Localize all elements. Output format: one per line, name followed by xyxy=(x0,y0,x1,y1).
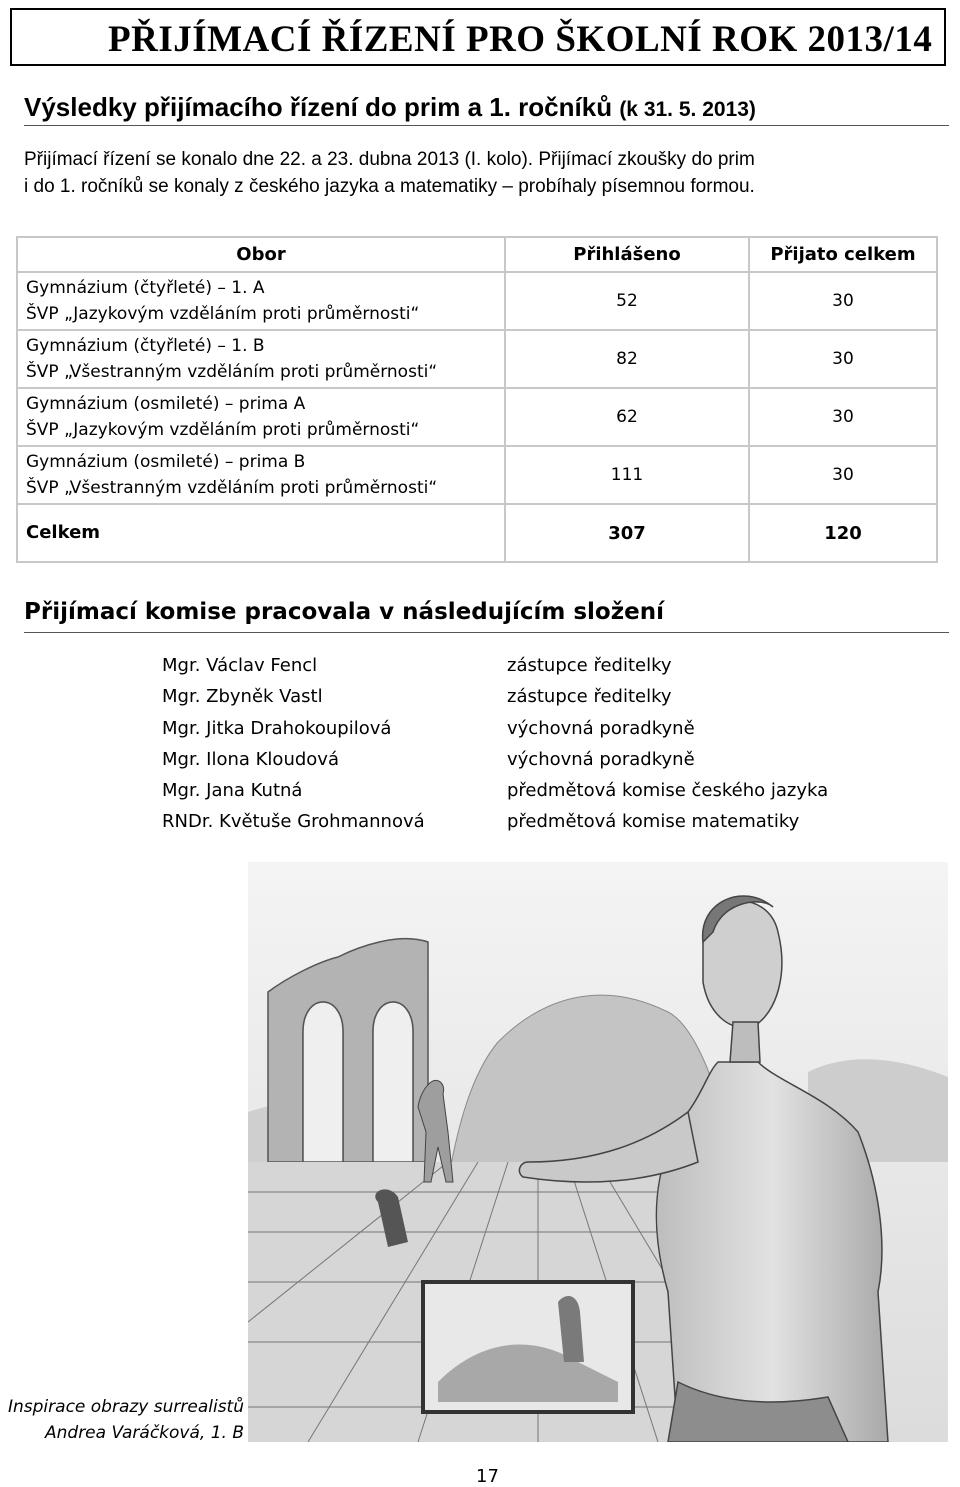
member-name: Mgr. Jitka Drahokoupilová xyxy=(162,717,392,739)
member-name: Mgr. Jana Kutná xyxy=(162,780,303,802)
member-role: výchovná poradkyně xyxy=(507,748,695,770)
row-program xyxy=(17,388,505,446)
intro-paragraph xyxy=(24,146,924,200)
member-role: zástupce ředitelky xyxy=(507,655,672,676)
page-number: 17 xyxy=(476,1466,499,1487)
framed-picture xyxy=(423,1282,633,1412)
results-heading-date: (k 31. 5. 2013) xyxy=(619,98,756,121)
page-title: PŘIJÍMACÍ ŘÍZENÍ PRO ŠKOLNÍ ROK 2013/14 xyxy=(108,19,933,60)
intro-line-2: i do 1. ročníků se konaly z českého jazyka a matematiky – probíhaly písemnou formou. xyxy=(24,176,755,197)
member-name: RNDr. Květuše Grohmannová xyxy=(162,811,425,833)
committee-member xyxy=(162,718,882,749)
committee-heading: Přijímací komise pracovala v následujícím složení xyxy=(24,599,664,625)
artwork-caption xyxy=(0,1394,244,1446)
member-name: Mgr. Václav Fencl xyxy=(162,655,318,676)
row-accepted: 30 xyxy=(749,446,937,504)
header-prijato: Přijato celkem xyxy=(749,237,937,272)
caption-line-1: Inspirace obrazy surrealistů xyxy=(8,1397,244,1417)
row-program-line1: Gymnázium (čtyřleté) – 1. B xyxy=(26,336,265,356)
table-total-row xyxy=(17,504,937,562)
row-applied: 111 xyxy=(505,446,749,504)
row-applied: 52 xyxy=(505,272,749,330)
table-row xyxy=(17,446,937,504)
member-role: předmětová komise matematiky xyxy=(507,811,800,833)
caption-line-2: Andrea Varáčková, 1. B xyxy=(45,1423,244,1443)
member-name: Mgr. Zbyněk Vastl xyxy=(162,686,323,708)
committee-member xyxy=(162,749,882,780)
row-program xyxy=(17,330,505,388)
intro-line-1: Přijímací řízení se konalo dne 22. a 23. dubna 2013 (I. kolo). Přijímací zkoušky do prim xyxy=(24,149,755,170)
results-table xyxy=(16,236,938,563)
title-box xyxy=(10,8,946,66)
committee-member xyxy=(162,655,882,686)
table-row xyxy=(17,388,937,446)
row-program-line1: Gymnázium (osmileté) – prima B xyxy=(26,452,306,472)
row-accepted: 30 xyxy=(749,272,937,330)
row-program-line2: ŠVP „Všestranným vzděláním proti průměrnosti“ xyxy=(26,478,438,498)
committee-list xyxy=(162,655,882,843)
total-label: Celkem xyxy=(17,504,505,562)
row-program-line2: ŠVP „Jazykovým vzděláním proti průměrnosti“ xyxy=(26,304,420,324)
row-program-line1: Gymnázium (osmileté) – prima A xyxy=(26,394,306,414)
committee-rule xyxy=(24,632,949,633)
table-row xyxy=(17,330,937,388)
table-header-row xyxy=(17,237,937,272)
results-heading xyxy=(24,92,756,123)
row-program-line2: ŠVP „Všestranným vzděláním proti průměrnosti“ xyxy=(26,362,438,382)
row-program-line2: ŠVP „Jazykovým vzděláním proti průměrnosti“ xyxy=(26,420,420,440)
row-program xyxy=(17,272,505,330)
header-obor: Obor xyxy=(17,237,505,272)
row-accepted: 30 xyxy=(749,388,937,446)
row-applied: 82 xyxy=(505,330,749,388)
heading-rule xyxy=(24,125,949,126)
row-program-line1: Gymnázium (čtyřleté) – 1. A xyxy=(26,278,265,298)
member-role: výchovná poradkyně xyxy=(507,717,695,739)
total-accepted: 120 xyxy=(749,504,937,562)
committee-member xyxy=(162,780,882,811)
member-name: Mgr. Ilona Kloudová xyxy=(162,748,339,770)
table-row xyxy=(17,272,937,330)
committee-member xyxy=(162,686,882,717)
surrealist-drawing xyxy=(248,862,948,1442)
row-accepted: 30 xyxy=(749,330,937,388)
results-heading-text: Výsledky přijímacího řízení do prim a 1. ročníků xyxy=(24,92,613,122)
member-role: zástupce ředitelky xyxy=(507,686,672,708)
total-applied: 307 xyxy=(505,504,749,562)
header-prihlaseno: Přihlášeno xyxy=(505,237,749,272)
row-program xyxy=(17,446,505,504)
row-applied: 62 xyxy=(505,388,749,446)
committee-member xyxy=(162,811,882,842)
member-role: předmětová komise českého jazyka xyxy=(507,780,829,802)
